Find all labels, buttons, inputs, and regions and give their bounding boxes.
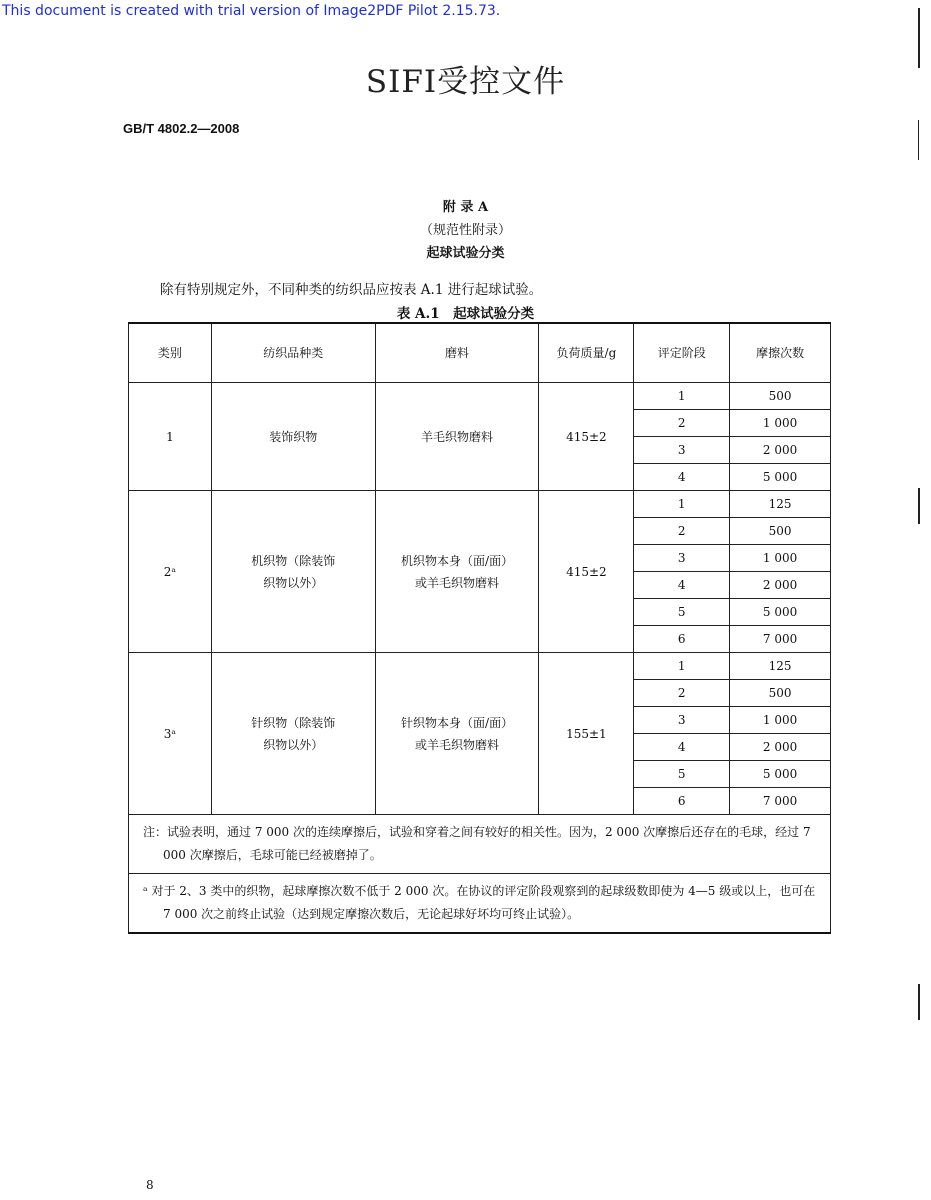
header-abradant: 磨料: [375, 323, 539, 383]
header-stage: 评定阶段: [634, 323, 730, 383]
annex-title: 附 录 A: [442, 200, 489, 215]
stage-cell: 5: [634, 761, 730, 788]
header-load: 负荷质量/g: [539, 323, 634, 383]
abradant-cell: 针织物本身（面/面）或羊毛织物磨料: [375, 653, 539, 815]
load-cell: 155±1: [539, 653, 634, 815]
control-stamp: SIFI受控文件: [365, 64, 566, 100]
rubs-cell: 5 000: [730, 464, 831, 491]
fabric-cell: 装饰织物: [211, 383, 375, 491]
table-row: [129, 383, 831, 410]
stage-cell: 2: [634, 680, 730, 707]
rubs-cell: 7 000: [730, 788, 831, 815]
scan-edge-mark: [918, 488, 920, 524]
rubs-cell: 125: [730, 653, 831, 680]
stage-cell: 3: [634, 707, 730, 734]
fabric-cell: 机织物（除装饰织物以外）: [211, 491, 375, 653]
rubs-cell: 1 000: [730, 545, 831, 572]
category-cell: 3ᵃ: [129, 653, 212, 815]
rubs-cell: 500: [730, 518, 831, 545]
trial-watermark: This document is created with trial version of Image2PDF Pilot 2.15.73.: [2, 3, 501, 19]
pilling-test-table: [128, 322, 831, 934]
stage-cell: 4: [634, 734, 730, 761]
stage-cell: 1: [634, 383, 730, 410]
load-cell: 415±2: [539, 491, 634, 653]
annex-type: （规范性附录）: [419, 223, 511, 238]
stage-cell: 3: [634, 437, 730, 464]
scan-edge-mark: [918, 120, 919, 160]
category-cell: 2ᵃ: [129, 491, 212, 653]
scan-edge-mark: [918, 8, 920, 68]
page-number: 8: [146, 1178, 154, 1192]
rubs-cell: 1 000: [730, 410, 831, 437]
table-row: [129, 491, 831, 518]
rubs-cell: 500: [730, 383, 831, 410]
header-category: 类别: [129, 323, 212, 383]
stage-cell: 6: [634, 788, 730, 815]
rubs-cell: 1 000: [730, 707, 831, 734]
table-row: [129, 653, 831, 680]
load-cell: 415±2: [539, 383, 634, 491]
table-note: 注：试验表明，通过 7 000 次的连续摩擦后，试验和穿着之间有较好的相关性。因为，2 000 次摩擦后还存在的毛球，经过 7 000 次摩擦后，毛球可能已经被磨掉了。: [129, 815, 831, 874]
stage-cell: 6: [634, 626, 730, 653]
note-row: [129, 815, 831, 874]
table-header-row: [129, 323, 831, 383]
rubs-cell: 5 000: [730, 761, 831, 788]
stage-cell: 1: [634, 653, 730, 680]
stage-cell: 4: [634, 464, 730, 491]
stage-cell: 5: [634, 599, 730, 626]
stage-cell: 2: [634, 410, 730, 437]
stage-cell: 3: [634, 545, 730, 572]
intro-paragraph: 除有特别规定外，不同种类的纺织品应按表 A.1 进行起球试验。: [160, 282, 543, 298]
header-fabric: 纺织品种类: [211, 323, 375, 383]
rubs-cell: 125: [730, 491, 831, 518]
scan-edge-mark: [918, 984, 920, 1020]
stage-cell: 1: [634, 491, 730, 518]
rubs-cell: 2 000: [730, 437, 831, 464]
fabric-cell: 针织物（除装饰织物以外）: [211, 653, 375, 815]
footnote-row: [129, 874, 831, 934]
rubs-cell: 2 000: [730, 734, 831, 761]
table-footnote: ᵃ 对于 2、3 类中的织物，起球摩擦次数不低于 2 000 次。在协议的评定阶段观察到的起球级数即使为 4—5 级或以上，也可在 7 000 次之前终止试验（达到规定摩擦次数后，无论起球好坏均可终止试验）。: [129, 874, 831, 934]
rubs-cell: 5 000: [730, 599, 831, 626]
abradant-cell: 羊毛织物磨料: [375, 383, 539, 491]
category-cell: 1: [129, 383, 212, 491]
rubs-cell: 7 000: [730, 626, 831, 653]
stage-cell: 2: [634, 518, 730, 545]
rubs-cell: 2 000: [730, 572, 831, 599]
rubs-cell: 500: [730, 680, 831, 707]
stage-cell: 4: [634, 572, 730, 599]
annex-subject: 起球试验分类: [426, 246, 505, 261]
header-rubs: 摩擦次数: [730, 323, 831, 383]
standard-number: GB/T 4802.2—2008: [123, 121, 240, 136]
abradant-cell: 机织物本身（面/面）或羊毛织物磨料: [375, 491, 539, 653]
table-caption: 表 A.1 起球试验分类: [396, 306, 535, 322]
